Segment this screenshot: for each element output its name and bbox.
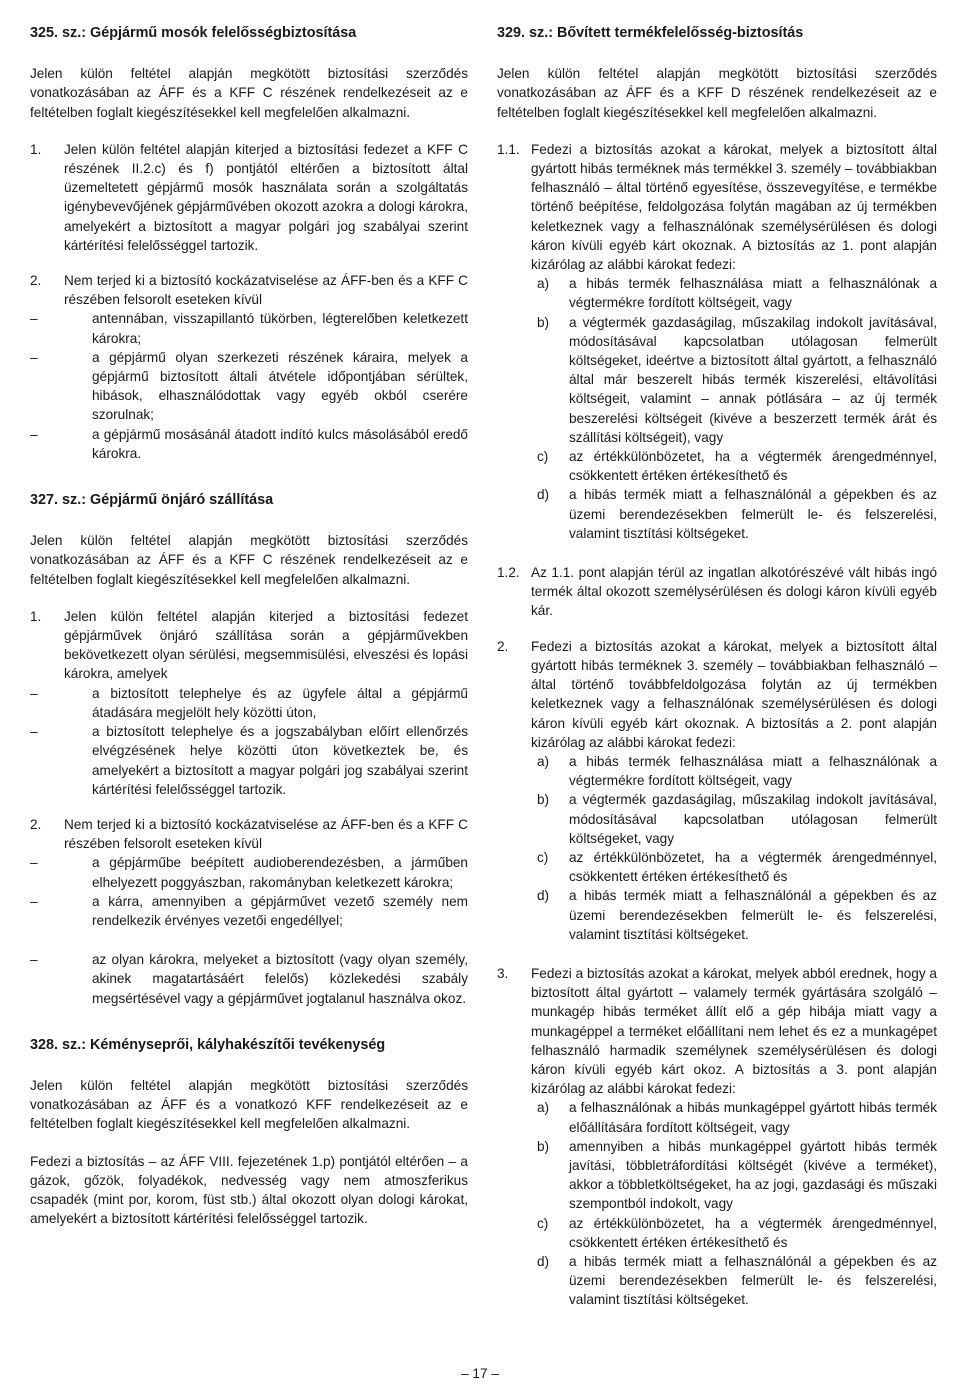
section-325-item-1: 1. Jelen külön feltétel alapján kiterjed a biztosítási fedezet a KFF C részének II.2.c) és f) pontjától eltérően a biztosított által üzemeltetett gépjármű mosók használata során a szolgáltatás igénybevevőjének gépjárművében okozott azokra a dologi károkra, amelyekért a biztosított a magyar polgári jog szabályai szerint kártérítési felelősséggel tartozik. — [30, 141, 468, 253]
right-column — [497, 24, 937, 1326]
left-column — [30, 24, 468, 1242]
section-328-paragraph: Fedezi a biztosítás – az ÁFF VIII. fejezetének 1.p) pontjától eltérően – a gázok, gőzök, folyadékok, nedvesség vagy nem atmoszferikus csapadék (mint por, korom, füst stb.) által okozott olyan dologi károkat, amelyekért a biztosított kártérítési felelősséggel tartozik. — [30, 1153, 468, 1227]
list-item: – a kárra, amennyiben a gépjárművet vezető személy nem rendelkezik érvényes vezetői engedéllyel; — [30, 893, 468, 928]
section-325-intro: Jelen külön feltétel alapján megkötött biztosítási szerződés vonatkozásában az ÁFF és a KFF C részének rendelkezéseit az e feltételben foglalt kiegészítésekkel kell megfelelően alkalmazni. — [30, 66, 468, 120]
section-327-item-2: 2. Nem terjed ki a biztosító kockázatviselése az ÁFF-ben és a KFF C részében felsorolt eseteken kívül — [30, 816, 468, 852]
list-item: – a gépjármű olyan szerkezeti részének káraira, melyek a gépjármű biztosított általi átvétele időpontjában sérültek, hibások, elhasználódottak vagy egyéb okból cserére szorulnak; — [30, 349, 468, 423]
section-327-intro: Jelen külön feltétel alapján megkötött biztosítási szerződés vonatkozásában az ÁFF és a KFF C részének rendelkezéseit az e feltételben foglalt kiegészítésekkel kell megfelelően alkalmazni. — [30, 533, 468, 587]
section-327-item-1: 1. Jelen külön feltétel alapján kiterjed a biztosítási fedezet gépjárművek önjáró szállítása során a gépjárművekben bekövetkezett olyan sérülési, megsemmisülési, elveszési és lopási károkra, amelyek — [30, 608, 468, 682]
list-item: d) a hibás termék miatt a felhasználónál a gépekben és az üzemi berendezésekben felmerült le- és felszerelési, valamint tisztítási költségeket. — [537, 487, 937, 541]
list-item: b) a végtermék gazdaságilag, műszakilag indokolt javításával, módosításával kapcsolatban utólagosan felmerült költségeket, vagy — [537, 792, 937, 846]
list-item: – a biztosított telephelye és az ügyfele által a gépjármű átadására megjelölt hely közötti úton, — [30, 685, 468, 720]
list-item: c) az értékkülönbözetet, ha a végtermék árengedménnyel, csökkentett értéken értékesíthető és — [537, 449, 937, 484]
list-item: a) a felhasználónak a hibás munkagéppel gyártott hibás termék előállítására fordított költségeit, vagy — [537, 1100, 937, 1135]
section-325-item-2: 2. Nem terjed ki a biztosító kockázatviselése az ÁFF-ben és a KFF C részében felsorolt eseteken kívül — [30, 273, 468, 308]
list-item: d) a hibás termék miatt a felhasználónál a gépekben és az üzemi berendezésekben felmerült le- és felszerelési, valamint tisztítási költségeket. — [537, 888, 937, 942]
section-327-title: 327. sz.: Gépjármű önjáró szállítása — [30, 492, 274, 509]
page-number: – 17 – — [461, 1366, 499, 1381]
section-325-dash-list — [30, 309, 468, 463]
section-329-item-1-1: 1.1. Fedezi a biztosítás azokat a károkat, melyek a biztosított által gyártott hibás terméknek más termékkel 3. személy – továbbiakban felhasználó – által történő egyesítése, összevegyítése, e termékbe történő beépítése, feldolgozása folytán magában az új termékben keletkeznek vagy a felhasználónak személysérülésen és dologi káron kívüli egyéb kárt okoznak. A biztosítás az 1. pont alapján kizárólag az alábbi károkat fedezi: a) a hibás termék felhasználása miatt a felhasználónak a végtermékre fordított költségeit, vagy b) a végtermék gazdaságilag, műszakilag indokolt javításával, módosításával kapcsolatban utólagosan felmerült költségeket, ideértve a biztosított által gyártott, a felhasználó által már beszerelt hibás termék kiszerelési, eltávolítási költségeit, valamint – annak pótlására – az új termék beszerelési költségeit (kivéve a beszerzett termék árát és szállítási költségeit), vagy c) az értékkülönbözetet, ha a végtermék árengedménnyel, csökkentett értéken értékesíthető és d) a hibás termék miatt a felhasználónál a gépekben és az üzemi berendezésekben felmerült le- és felszerelési, valamint tisztítási költségeket. — [497, 140, 937, 543]
section-327-dash-list-1 — [30, 684, 468, 799]
section-329-item-3: 3. Fedezi a biztosítás azokat a károkat, melyek abból erednek, hogy a biztosított által gyártott – valamely termék gyártására szolgáló – munkagép hibás terméket állít elő a gép hibája miatt vagy a munkagéppel a terméket előállítani nem lehet és ez a munkagépet felhasználó harmadik személynek személysérülésen és dologi káron kívüli egyéb kárt okoz. A biztosítás a 3. pont alapján kizárólag az alábbi károkat fedezi: a) a felhasználónak a hibás munkagéppel gyártott hibás termék előállítására fordított költségeit, vagy b) amennyiben a hibás munkagéppel gyártott hibás termék javítási, többletráfordítási költségét (kivéve a terméket), akkor a többletköltségeket, ha az jogi, gazdasági és műszaki szempontból indokolt, vagy c) az értékkülönbözetet, ha a végtermék árengedménnyel, csökkentett értéken értékesíthető és d) a hibás termék miatt a felhasználónál a gépekben és az üzemi berendezésekben felmerült le- és felszerelési, valamint tisztítási költségeket. — [497, 964, 937, 1310]
list-item: – az olyan károkra, melyeket a biztosított (vagy olyan személy, akinek magatartásáért felelős) közlekedési szabály megsértésével vagy a gépjárművet jogtalanul használva okoz. — [30, 952, 468, 1006]
section-329-title: 329. sz.: Bővített termékfelelősség-biztosítás — [497, 25, 804, 41]
section-329-intro: Jelen külön feltétel alapján megkötött biztosítási szerződés vonatkozásában az ÁFF és a KFF D részének rendelkezéseit az e feltételben foglalt kiegészítésekkel kell megfelelően alkalmazni. — [497, 66, 937, 120]
list-item: – a gépjármű mosásánál átadott indító kulcs másolásából eredő károkra. — [30, 426, 468, 461]
list-item: c) az értékkülönbözetet, ha a végtermék árengedménnyel, csökkentett értéken értékesíthető és — [537, 849, 937, 885]
list-item: a) a hibás termék felhasználása miatt a felhasználónak a végtermékre fordított költségeit, vagy — [537, 753, 937, 789]
list-item: b) a végtermék gazdaságilag, műszakilag indokolt javításával, módosításával kapcsolatban utólagosan felmerült költségeket, ideértve a biztosított által gyártott, a felhasználó által már beszerelt hibás termék kiszerelési, eltávolítási költségeit, valamint – annak pótlására – az új termék beszerelési költségeit (kivéve a beszerzett termék árát és szállítási költségeit), vagy — [537, 314, 937, 445]
list-item: – a biztosított telephelye és a jogszabályban előírt ellenőrzés elvégzésének helye közötti úton következtek be, és amelyekért a biztosított a magyar polgári jog szabályai szerint kártérítési felelősséggel tartozik. — [30, 724, 468, 797]
section-329-item-1-2: 1.2. Az 1.1. pont alapján térül az ingatlan alkotórészévé vált hibás ingó termék által okozott személysérülésen és dologi káron kívüli egyéb kár. — [497, 565, 937, 619]
section-329-item-2: 2. Fedezi a biztosítás azokat a károkat, melyek a biztosított által gyártott hibás terméknek 3. személy – továbbiakban felhasználó – által történő továbbfeldolgozása folytán az új termékben keletkeznek vagy a felhasználónak személysérülésen és dologi káron kívüli egyéb kárt okoznak. A biztosítás a 2. pont alapján kizárólag az alábbi károkat fedezi: a) a hibás termék felhasználása miatt a felhasználónak a végtermékre fordított költségeit, vagy b) a végtermék gazdaságilag, műszakilag indokolt javításával, módosításával kapcsolatban utólagosan felmerült költségeket, vagy c) az értékkülönbözetet, ha a végtermék árengedménnyel, csökkentett értéken értékesíthető és d) a hibás termék miatt a felhasználónál a gépekben és az üzemi berendezésekben felmerült le- és felszerelési, valamint tisztítási költségeket. — [497, 637, 937, 944]
list-item: d) a hibás termék miatt a felhasználónál a gépekben és az üzemi berendezésekben felmerült le- és felszerelési, valamint tisztítási költségeket. — [537, 1253, 937, 1308]
list-item: a) a hibás termék felhasználása miatt a felhasználónak a végtermékre fordított költségeit, vagy — [537, 276, 937, 311]
section-327-dash-list-2 — [30, 853, 468, 1007]
section-325-title: 325. sz.: Gépjármű mosók felelősségbiztosítása — [30, 25, 357, 41]
section-328-intro: Jelen külön feltétel alapján megkötött biztosítási szerződés vonatkozásában az ÁFF és a vonatkozó KFF rendelkezéseit az e feltételben foglalt kiegészítésekkel kell megfelelően alkalmazni. — [30, 1077, 468, 1132]
section-328-title: 328. sz.: Kéményseprői, kályhakészítői tevékenység — [30, 1036, 386, 1053]
list-item: b) amennyiben a hibás munkagéppel gyártott hibás termék javítási, többletráfordítási költségét (kivéve a terméket), akkor a többletköltségeket, ha az jogi, gazdasági és műszaki szempontból indokolt, vagy — [537, 1138, 937, 1212]
list-item: c) az értékkülönbözetet, ha a végtermék árengedménnyel, csökkentett értéken értékesíthető és — [537, 1215, 937, 1250]
list-item: – antennában, visszapillantó tükörben, légterelőben keletkezett károkra; — [30, 311, 468, 346]
list-item: – a gépjárműbe beépített audioberendezésben, a járműben elhelyezett poggyászban, rakományban keletkezett károkra; — [30, 855, 468, 890]
